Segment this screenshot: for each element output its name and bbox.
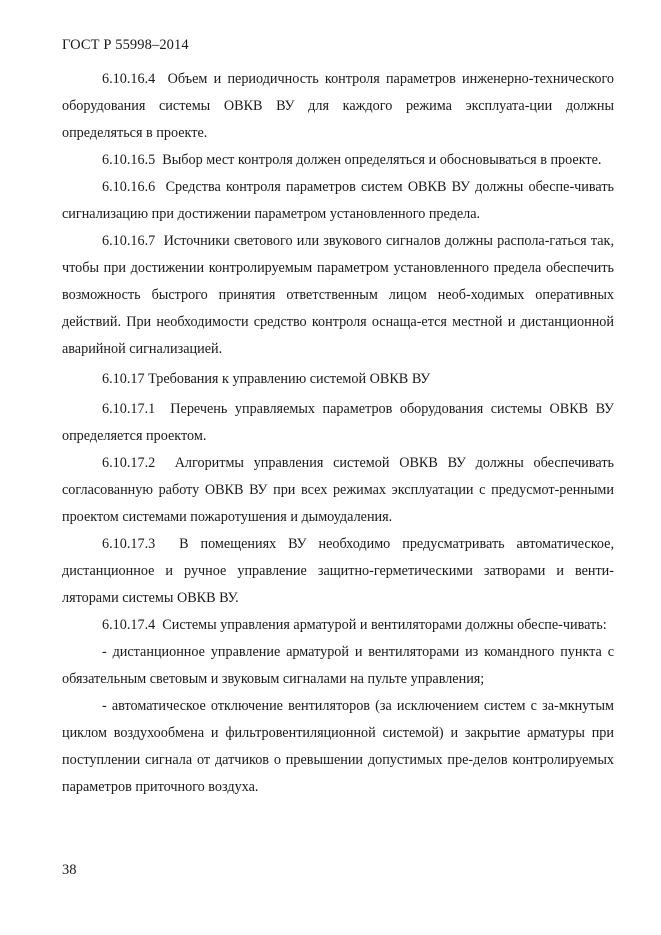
clause-text: Системы управления арматурой и вентиляторами должны обеспе-чивать:: [162, 617, 607, 633]
clause-number: 6.10.16.6: [102, 179, 156, 195]
paragraph-6-10-17-4: [62, 612, 614, 639]
page-number: 38: [62, 862, 77, 878]
paragraph-6-10-17-3: [62, 531, 614, 612]
clause-number: 6.10.17.4: [102, 617, 156, 633]
clause-number: 6.10.16.5: [102, 152, 156, 168]
clause-text: В помещениях ВУ необходимо предусматривать автоматическое, дистанционное и ручное управление защитно-герметическими затворами и венти-ляторами системы ОВКВ ВУ.: [62, 536, 615, 606]
list-item: - дистанционное управление арматурой и вентиляторами из командного пункта с обязательным световым и звуковым сигналами на пульте управления;: [62, 644, 614, 687]
clause-number: 6.10.16.7: [102, 233, 156, 249]
clause-text: Требования к управлению системой ОВКВ ВУ: [148, 371, 431, 387]
clause-text: Перечень управляемых параметров оборудования системы ОВКВ ВУ определяется проектом.: [62, 401, 615, 444]
paragraph-6-10-17-2: [62, 450, 614, 531]
clause-text: Источники светового или звукового сигналов должны распола-гаться так, чтобы при достижении контролируемым параметром установленного предела обеспечить возможность быстрого принятия ответственным лицом необ-ходимых оперативных действий. При необходимости средство контроля оснаща-ется местной и дистанционной аварийной сигнализацией.: [62, 233, 615, 357]
clause-number: 6.10.17.2: [102, 455, 156, 471]
paragraph-6-10-16-6: [62, 174, 614, 228]
list-item: - автоматическое отключение вентиляторов (за исключением систем с за-мкнутым циклом воздухообмена и фильтровентиляционной системой) и закрытие арматуры при поступлении сигнала от датчиков о превышении допустимых пре-делов контролируемых параметров приточного воздуха.: [62, 698, 614, 795]
paragraph-6-10-17-1: [62, 396, 614, 450]
document-body: [62, 66, 614, 801]
paragraph-6-10-16-5: [62, 147, 614, 174]
section-heading-6-10-17: [62, 366, 614, 393]
clause-text: Алгоритмы управления системой ОВКВ ВУ должны обеспечивать согласованную работу ОВКВ ВУ при всех режимах эксплуатации с предусмот-ренными проектом системами пожаротушения и дымоудаления.: [62, 455, 614, 525]
clause-text: Объем и периодичность контроля параметров инженерно-технического оборудования системы ОВКВ ВУ для каждого режима эксплуата-ции должны определяться в проекте.: [62, 71, 615, 141]
clause-text: Выбор мест контроля должен определяться и обосновываться в проекте.: [162, 152, 602, 168]
document-header: [62, 37, 189, 54]
clause-number: 6.10.17: [102, 371, 145, 387]
paragraph-6-10-16-4: [62, 66, 614, 147]
standard-designation: ГОСТ Р 55998–2014: [62, 37, 189, 53]
clause-number: 6.10.16.4: [102, 71, 156, 87]
clause-number: 6.10.17.3: [102, 536, 156, 552]
clause-number: 6.10.17.1: [102, 401, 156, 417]
paragraph-6-10-16-7: [62, 228, 614, 363]
clause-text: Средства контроля параметров систем ОВКВ ВУ должны обеспе-чивать сигнализацию при достижении параметром установленного предела.: [62, 179, 615, 222]
